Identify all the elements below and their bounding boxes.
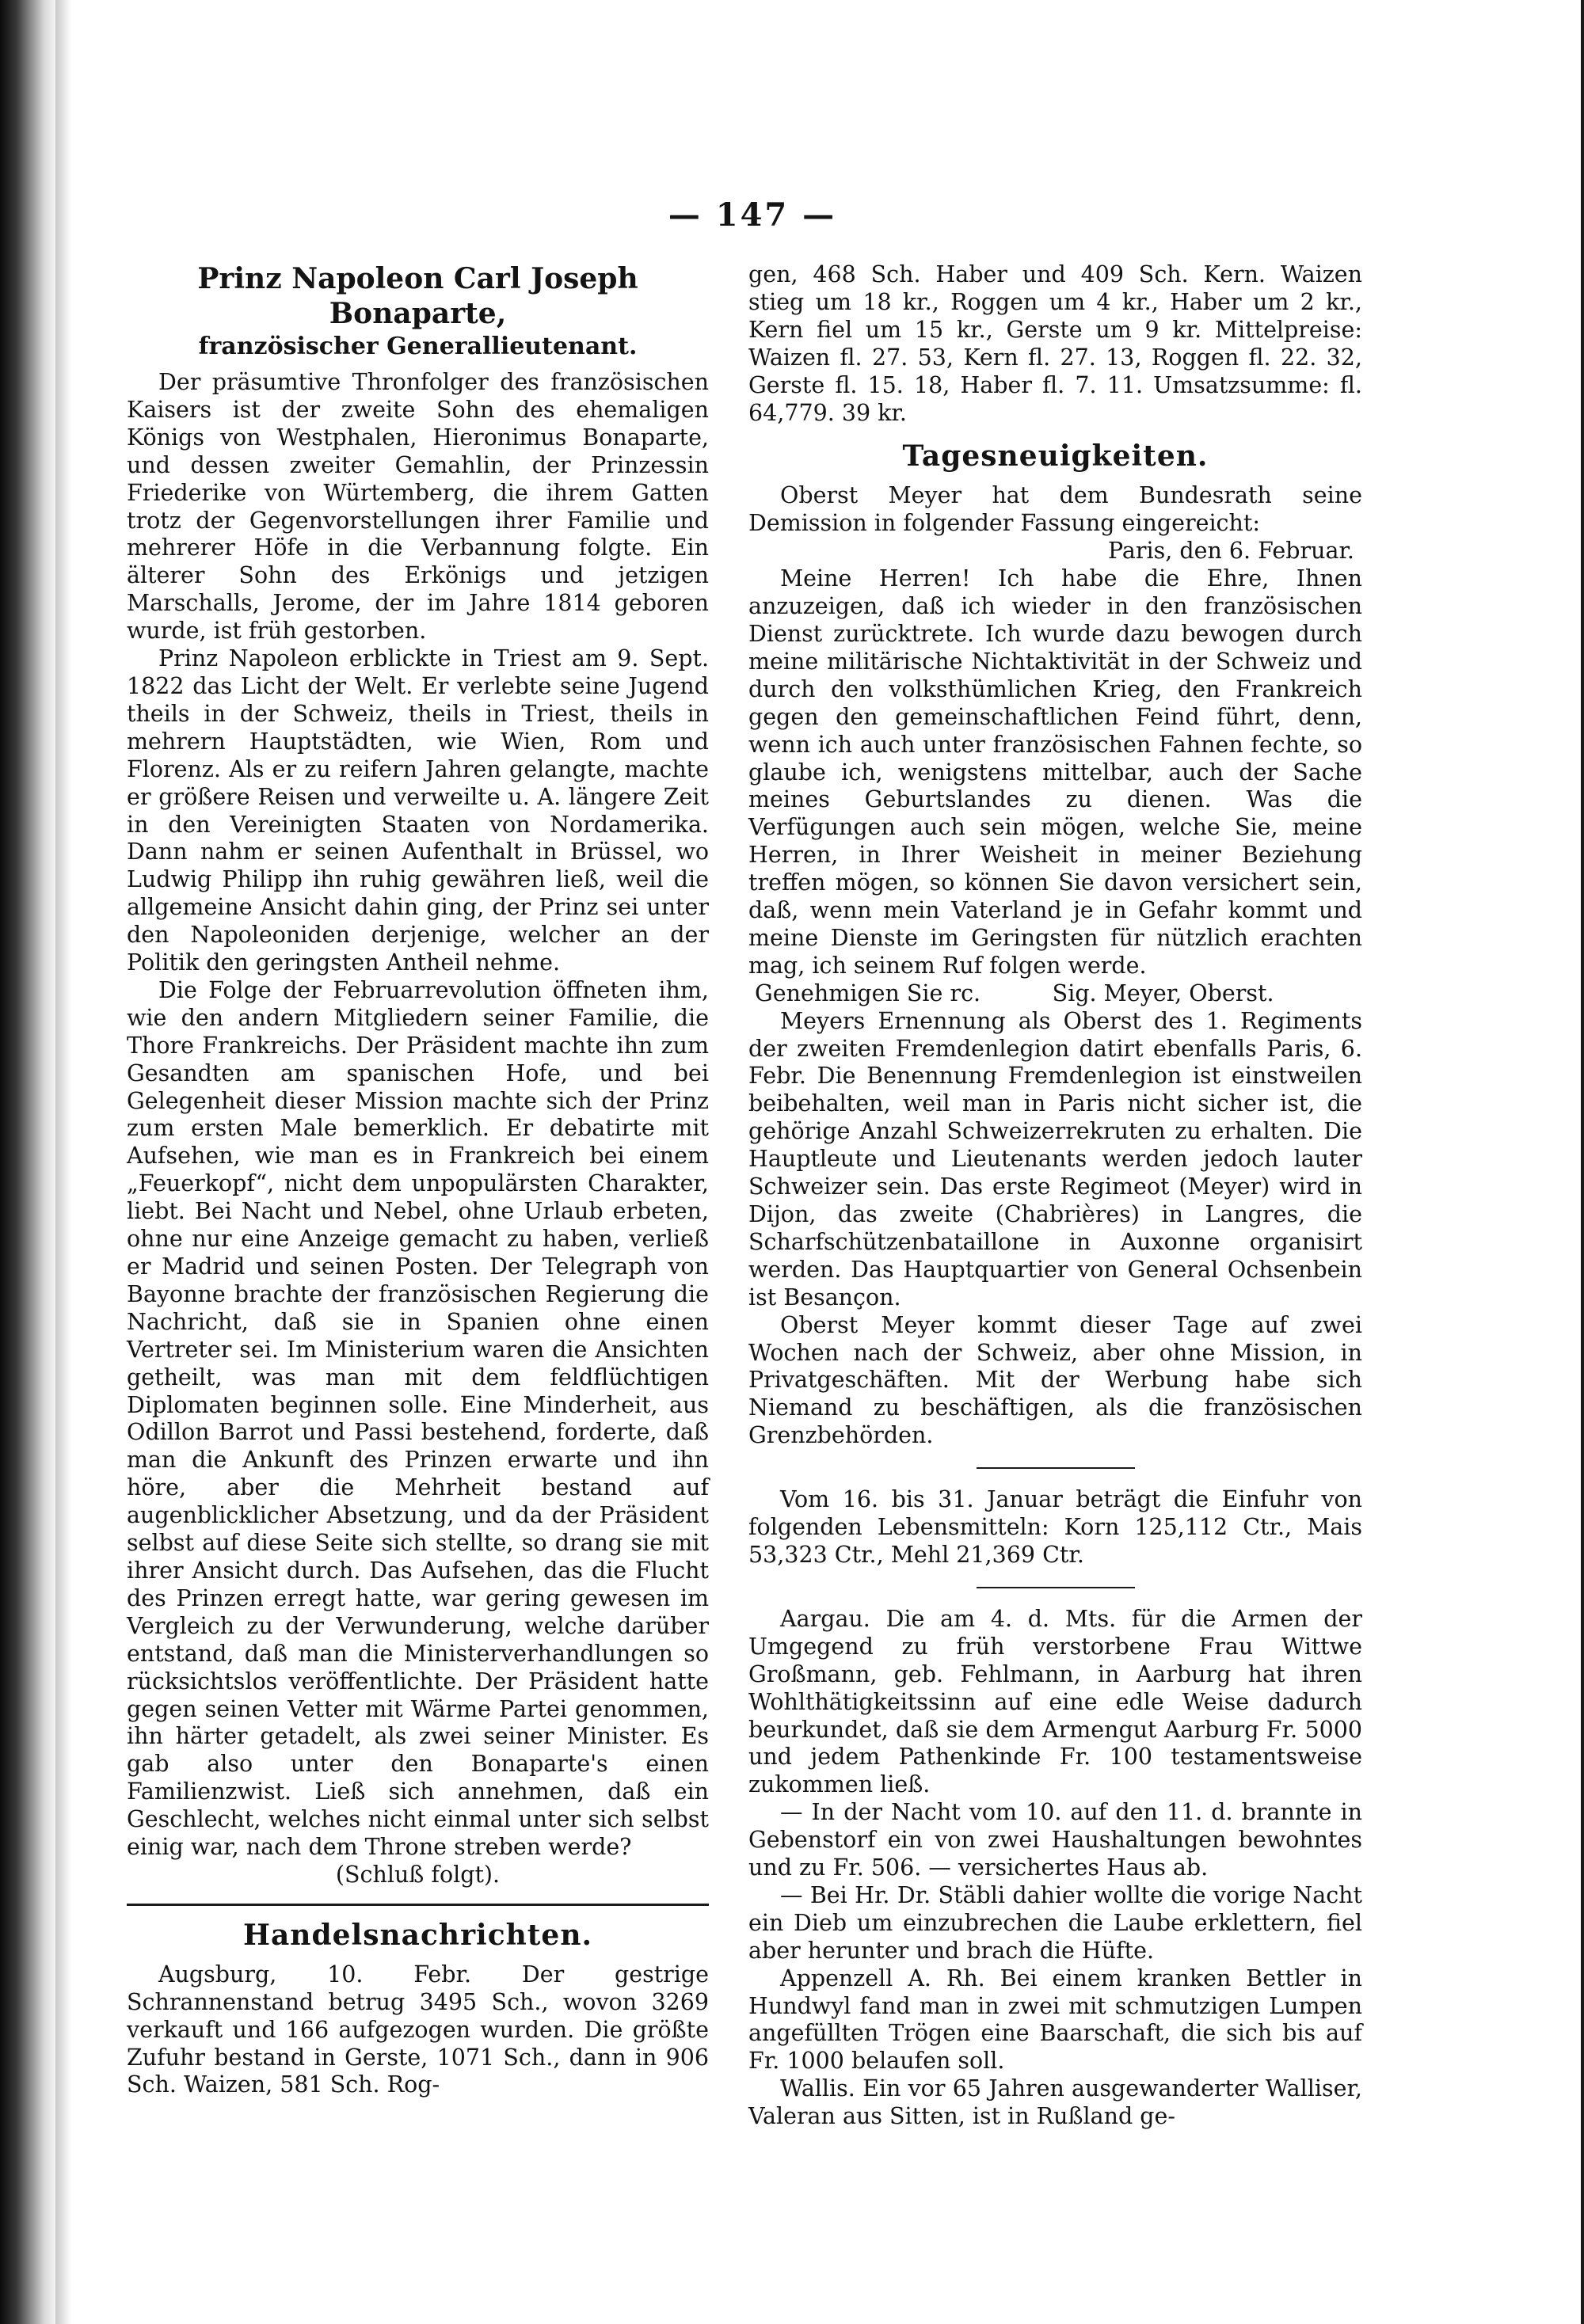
book-spine-shadow	[0, 0, 55, 2324]
letter-body: Meine Herren! Ich habe die Ehre, Ihnen anzuzeigen, daß ich wieder in den französischen Dienst zurücktrete. Ich wurde dazu bewogen durch meine militärische Nichtaktivität in der Schweiz und durch den volksthümlichen Krieg, den Frankreich gegen den gemeinschaftlichen Feind führt, denn, wenn ich auch unter französischen Fahnen fechte, so glaube ich, wenigstens mittelbar, auch der Sache meines Geburtslandes zu dienen. Was die Verfügungen auch sein mögen, welche Sie, meine Herren, in Ihrer Weisheit in meiner Beziehung treffen mögen, so können Sie davon versichert sein, daß, wenn mein Vaterland je in Gefahr kommt und meine Dienste im Geringsten für nützlich erachten mag, ich seinem Ruf folgen werde.	[748, 565, 1362, 979]
section-divider	[127, 1904, 709, 1906]
aargau-paragraph-3: — Bei Hr. Dr. Stäbli dahier wollte die vorige Nacht ein Dieb um einzubrechen die Laube erklettern, fiel aber herunter und brach die Hüfte.	[748, 1881, 1362, 1964]
letter-signature: Genehmigen Sie rc. Sig. Meyer, Oberst.	[755, 979, 1274, 1006]
article-title: Prinz Napoleon Carl Joseph Bonaparte,	[197, 262, 638, 330]
right-column	[748, 261, 1362, 2131]
page-right-border	[1581, 0, 1584, 2324]
article-paragraph-1: Der präsumtive Thronfolger des französischen Kaisers ist der zweite Sohn des ehemaligen Königs von Westphalen, Hieronimus Bonaparte, und dessen zweiter Gemahlin, der Prinzessin Friederike von Würtemberg, die ihrem Gatten trotz der Gegenvorstellungen ihrer Familie und mehrerer Höfe in die Verbannung folgte. Ein älterer Sohn des Erkönigs und jetzigen Marschalls, Jerome, der im Jahre 1814 geboren wurde, ist früh gestorben.	[127, 369, 709, 645]
trade-news-heading: Handelsnachrichten.	[242, 1918, 593, 1952]
daily-news-heading: Tagesneuigkeiten.	[902, 439, 1209, 474]
appenzell-paragraph: Appenzell A. Rh. Bei einem kranken Bettler in Hundwyl fand man in zwei mit schmutzigen Lumpen angefüllten Trögen eine Baarschaft, die sich bis auf Fr. 1000 belaufen soll.	[748, 1965, 1362, 2075]
left-column	[127, 261, 709, 2099]
trade-news-paragraph: Augsburg, 10. Febr. Der gestrige Schrannenstand betrug 3495 Sch., wovon 3269 verkauft und 166 aufgezogen wurden. Die größte Zufuhr bestand in Gerste, 1071 Sch., dann in 906 Sch. Waizen, 581 Sch. Rog-	[127, 1961, 709, 2098]
daily-news-paragraph-2: Meyers Ernennung als Oberst des 1. Regiments der zweiten Fremdenlegion datirt ebenfalls Paris, 6. Febr. Die Benennung Fremdenlegion ist einstweilen beibehalten, weil man in Paris nicht sicher ist, die gehörige Anzahl Schweizerrekruten zu erhalten. Die Hauptleute und Lieutenants werden jedoch lauter Schweizer sein. Das erste Regimeot (Meyer) wird in Dijon, das zweite (Chabrières) in Langres, die Scharfschützenbataillone in Auxonne organisirt werden. Das Hauptquartier von General Ochsenbein ist Besançon.	[748, 1007, 1362, 1310]
article-subtitle: französischer Generallieutenant.	[198, 333, 638, 360]
daily-news-paragraph-3: Oberst Meyer kommt dieser Tage auf zwei Wochen nach der Schweiz, aber ohne Mission, in Privatgeschäften. Mit der Werbung habe sich Niemand zu beschäftigen, als die französischen Grenzbehörden.	[748, 1311, 1362, 1449]
wallis-paragraph: Wallis. Ein vor 65 Jahren ausgewanderter Walliser, Valeran aus Sitten, ist in Rußland ge-	[748, 2075, 1362, 2130]
article-paragraph-2: Prinz Napoleon erblickte in Triest am 9. Sept. 1822 das Licht der Welt. Er verlebte seine Jugend theils in der Schweiz, theils in Triest, theils in mehrern Hauptstädten, wie Wien, Rom und Florenz. Als er zu reifern Jahren gelangte, machte er größere Reisen und verweilte u. A. längere Zeit in den Vereinigten Staaten von Nordamerika. Dann nahm er seinen Aufenthalt in Brüssel, wo Ludwig Philipp ihn ruhig gewähren ließ, weil die allgemeine Ansicht dahin ging, der Prinz sei unter den Napoleoniden derjenige, welcher an der Politik den geringsten Antheil nehme.	[127, 645, 709, 976]
aargau-paragraph-2: — In der Nacht vom 10. auf den 11. d. brannte in Gebenstorf ein von zwei Haushaltungen bewohntes und zu Fr. 506. — versichertes Haus ab.	[748, 1799, 1362, 1881]
letter-dateline: Paris, den 6. Februar.	[1108, 538, 1354, 565]
daily-news-intro: Oberst Meyer hat dem Bundesrath seine Demission in folgender Fassung eingereicht:	[748, 482, 1362, 537]
page-gutter	[55, 0, 71, 2324]
page-number: — 147 —	[668, 196, 837, 234]
import-paragraph: Vom 16. bis 31. Januar beträgt die Einfuhr von folgenden Lebensmitteln: Korn 125,112 Ctr., Mais 53,323 Ctr., Mehl 21,369 Ctr.	[748, 1486, 1362, 1568]
short-divider-1	[977, 1467, 1135, 1469]
aargau-paragraph-1: Aargau. Die am 4. d. Mts. für die Armen der Umgegend zu früh verstorbene Frau Wittwe Großmann, geb. Fehlmann, in Aarburg hat ihren Wohlthätigkeitssinn auf eine edle Weise dadurch beurkundet, daß sie dem Armengut Aarburg Fr. 5000 und jedem Pathenkinde Fr. 100 testamentsweise zukommen ließ.	[748, 1605, 1362, 1798]
article-continuation-note: (Schluß folgt).	[335, 1861, 501, 1888]
trade-news-continuation: gen, 468 Sch. Haber und 409 Sch. Kern. Waizen stieg um 18 kr., Roggen um 4 kr., Haber um 2 kr., Kern fiel um 15 kr., Gerste um 9 kr. Mittelpreise: Waizen fl. 27. 53, Kern fl. 27. 13, Roggen fl. 22. 32, Gerste fl. 15. 18, Haber fl. 7. 11. Umsatzsumme: fl. 64,779. 39 kr.	[748, 261, 1362, 426]
article-paragraph-3: Die Folge der Februarrevolution öffneten ihm, wie den andern Mitgliedern seiner Familie, die Thore Frankreichs. Der Präsident machte ihn zum Gesandten am spanischen Hofe, und bei Gelegenheit dieser Mission machte sich der Prinz zum ersten Male bemerklich. Er debatirte mit Aufsehen, wie man es in Frankreich bei einem „Feuerkopf“, nicht dem unpopulärsten Charakter, liebt. Bei Nacht und Nebel, ohne Urlaub erbeten, ohne nur eine Anzeige gemacht zu haben, verließ er Madrid und seinen Posten. Der Telegraph von Bayonne brachte der französischen Regierung die Nachricht, daß sie in Spanien ohne einen Vertreter sei. Im Ministerium waren die Ansichten getheilt, was man mit dem feldflüchtigen Diplomaten beginnen solle. Eine Minderheit, aus Odillon Barrot und Passi bestehend, forderte, daß man die Ankunft des Prinzen erwarte und ihn höre, aber die Mehrheit bestand auf augenblicklicher Absetzung, und da der Präsident selbst auf diese Seite sich stellte, so drang sie mit ihrer Ansicht durch. Das Aufsehen, das die Flucht des Prinzen erregt hatte, war gering gewesen im Vergleich zu der Verwunderung, welche darüber entstand, daß man die Ministerverhandlungen so rücksichtslos veröffentlichte. Der Präsident hatte gegen seinen Vetter mit Wärme Partei genommen, ihn härter getadelt, als zwei seiner Minister. Es gab also unter den Bonaparte's einen Familienzwist. Ließ sich annehmen, daß ein Geschlecht, welches nicht einmal unter sich selbst einig war, nach dem Throne streben werde?	[127, 976, 709, 1861]
short-divider-2	[977, 1587, 1135, 1588]
